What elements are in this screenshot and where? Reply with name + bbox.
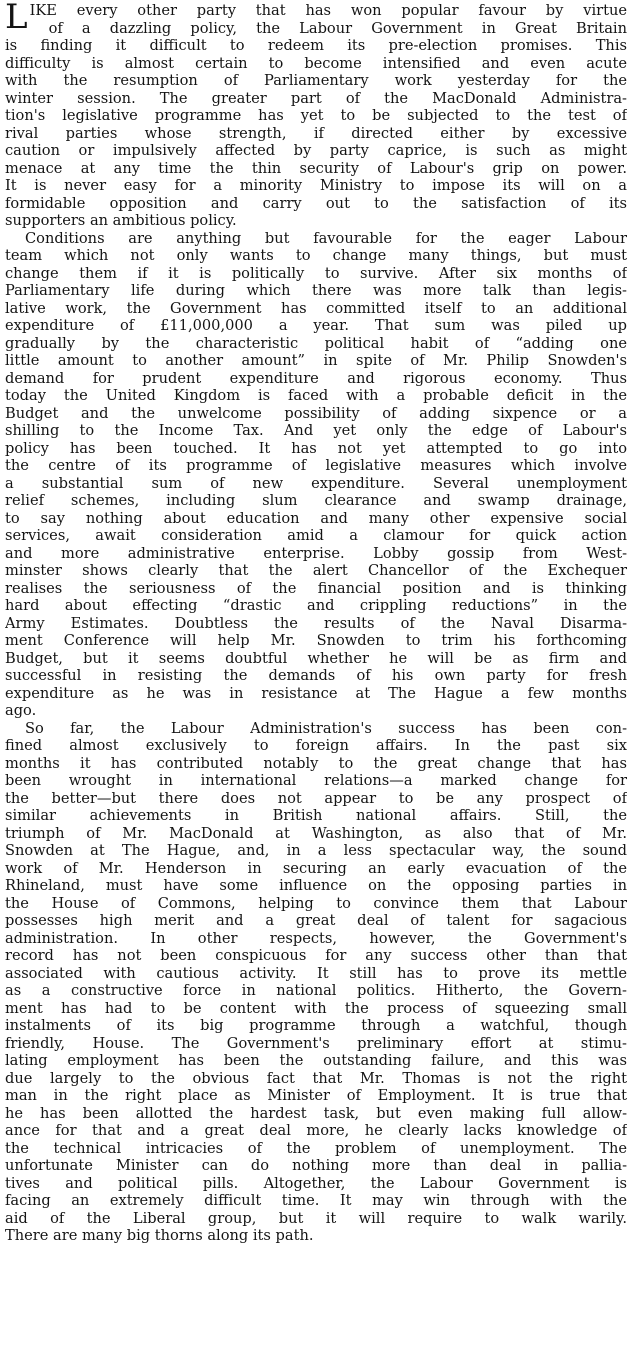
paragraph-3: [5, 720, 627, 1245]
text-line: ment has had to be content with the process of squeezing small: [5, 999, 627, 1017]
text-line: shilling to the Income Tax. And yet only the edge of Labour's: [5, 422, 627, 439]
text-line: associated with cautious activity. It still has to prove its mettle: [5, 964, 627, 982]
text-line: gradually by the characteristic political habit of “adding one: [5, 334, 627, 352]
text-line: IKE every other party that has won popular favour by virtue: [29, 2, 627, 19]
text-line: ago.: [5, 702, 37, 719]
text-line: similar achievements in British national affairs. Still, the: [5, 807, 627, 824]
text-line: supporters an ambitious policy.: [5, 212, 237, 229]
text-line: formidable opposition and carry out to the satisfaction of its: [5, 194, 627, 212]
paragraph-1: [5, 2, 627, 230]
text-line: ment Conference will help Mr. Snowden to trim his forthcoming: [5, 632, 627, 649]
text-line: the House of Commons, helping to convince them that Labour: [5, 894, 627, 912]
text-line: expenditure as he was in resistance at The Hague a few months: [5, 684, 627, 702]
text-line: Snowden at The Hague, and, in a less spectacular way, the sound: [5, 842, 627, 859]
text-line: record has not been conspicuous for any success other than that: [5, 947, 627, 964]
text-line: menace at any time the thin security of Labour's grip on power.: [5, 159, 627, 177]
text-line: realises the seriousness of the financial position and is thinking: [5, 579, 627, 597]
text-line: expenditure of £11,000,000 a year. That sum was piled up: [5, 317, 627, 334]
text-line: facing an extremely difficult time. It may win through with the: [5, 1192, 627, 1209]
text-line: change them if it is politically to survive. After six months of: [5, 264, 627, 282]
text-line: demand for prudent expenditure and rigorous economy. Thus: [5, 369, 627, 387]
text-line: services, await consideration amid a clamour for quick action: [5, 527, 627, 544]
text-line: winter session. The greater part of the MacDonald Administra-: [5, 89, 627, 107]
text-line: caution or impulsively affected by party caprice, is such as might: [5, 142, 627, 159]
text-line: a substantial sum of new expenditure. Several unemployment: [5, 474, 627, 492]
text-line: of a dazzling policy, the Labour Government in Great Britain: [48, 19, 627, 37]
text-line: to say nothing about education and many other expensive social: [5, 509, 627, 527]
text-line: Rhineland, must have some influence on the opposing parties in: [5, 877, 627, 894]
text-line: little amount to another amount” in spite of Mr. Philip Snowden's: [5, 352, 627, 369]
text-line: administration. In other respects, however, the Government's: [5, 929, 627, 947]
text-line: team which not only wants to change many things, but must: [5, 247, 627, 264]
text-line: triumph of Mr. MacDonald at Washington, as also that of Mr.: [5, 824, 627, 842]
text-line: he has been allotted the hardest task, but even making full allow-: [5, 1104, 627, 1122]
text-line: fined almost exclusively to foreign affairs. In the past six: [5, 737, 627, 754]
text-line: lating employment has been the outstanding failure, and this was: [5, 1052, 627, 1069]
text-line: as a constructive force in national politics. Hitherto, the Govern-: [5, 982, 627, 999]
text-line: possesses high merit and a great deal of talent for sagacious: [5, 912, 627, 929]
text-line: the better—but there does not appear to be any prospect of: [5, 789, 627, 807]
text-line: difficulty is almost certain to become intensified and even acute: [5, 54, 627, 72]
text-line: Conditions are anything but favourable for the eager Labour: [25, 229, 627, 247]
text-line: aid of the Liberal group, but it will require to walk warily.: [5, 1209, 627, 1227]
text-line: work of Mr. Henderson in securing an early evacuation of the: [5, 859, 627, 877]
text-line: Parliamentary life during which there was more talk than legis-: [5, 282, 627, 299]
text-line: tives and political pills. Altogether, the Labour Government is: [5, 1174, 627, 1192]
text-line: the centre of its programme of legislative measures which involve: [5, 457, 627, 474]
text-line: So far, the Labour Administration's success has been con-: [25, 719, 627, 737]
text-line: Army Estimates. Doubtless the results of the Naval Disarma-: [5, 614, 627, 632]
text-line: hard about effecting “drastic and crippling reductions” in the: [5, 597, 627, 614]
text-line: rival parties whose strength, if directed either by excessive: [5, 124, 627, 142]
text-line: unfortunate Minister can do nothing more than deal in pallia-: [5, 1157, 627, 1174]
article-page: [5, 2, 627, 1351]
text-line: friendly, House. The Government's preliminary effort at stimu-: [5, 1034, 627, 1052]
text-line: man in the right place as Minister of Employment. It is true that: [5, 1087, 627, 1104]
text-line: successful in resisting the demands of his own party for fresh: [5, 667, 627, 684]
text-line: lative work, the Government has committed itself to an additional: [5, 299, 627, 317]
text-line: is finding it difficult to redeem its pre-election promises. This: [5, 37, 627, 54]
text-line: ance for that and a great deal more, he clearly lacks knowledge of: [5, 1122, 627, 1139]
text-line: There are many big thorns along its path.: [5, 1227, 314, 1244]
text-line: tion's legislative programme has yet to be subjected to the test of: [5, 107, 627, 124]
text-line: the technical intricacies of the problem of unemployment. The: [5, 1139, 627, 1157]
text-line: instalments of its big programme through a watchful, though: [5, 1017, 627, 1034]
text-line: been wrought in international relations—a marked change for: [5, 772, 627, 789]
text-line: due largely to the obvious fact that Mr. Thomas is not the right: [5, 1069, 627, 1087]
text-line: Budget and the unwelcome possibility of adding sixpence or a: [5, 404, 627, 422]
paragraph-2: [5, 230, 627, 720]
text-line: today the United Kingdom is faced with a probable deficit in the: [5, 387, 627, 404]
text-line: minster shows clearly that the alert Chancellor of the Exchequer: [5, 562, 627, 579]
text-line: months it has contributed notably to the great change that has: [5, 754, 627, 772]
text-line: It is never easy for a minority Ministry to impose its will on a: [5, 177, 627, 194]
text-line: Budget, but it seems doubtful whether he will be as firm and: [5, 649, 627, 667]
text-line: and more administrative enterprise. Lobby gossip from West-: [5, 544, 627, 562]
text-line: policy has been touched. It has not yet attempted to go into: [5, 439, 627, 457]
text-line: with the resumption of Parliamentary work yesterday for the: [5, 72, 627, 89]
drop-cap: L: [5, 2, 28, 37]
text-line: relief schemes, including slum clearance and swamp drainage,: [5, 492, 627, 509]
